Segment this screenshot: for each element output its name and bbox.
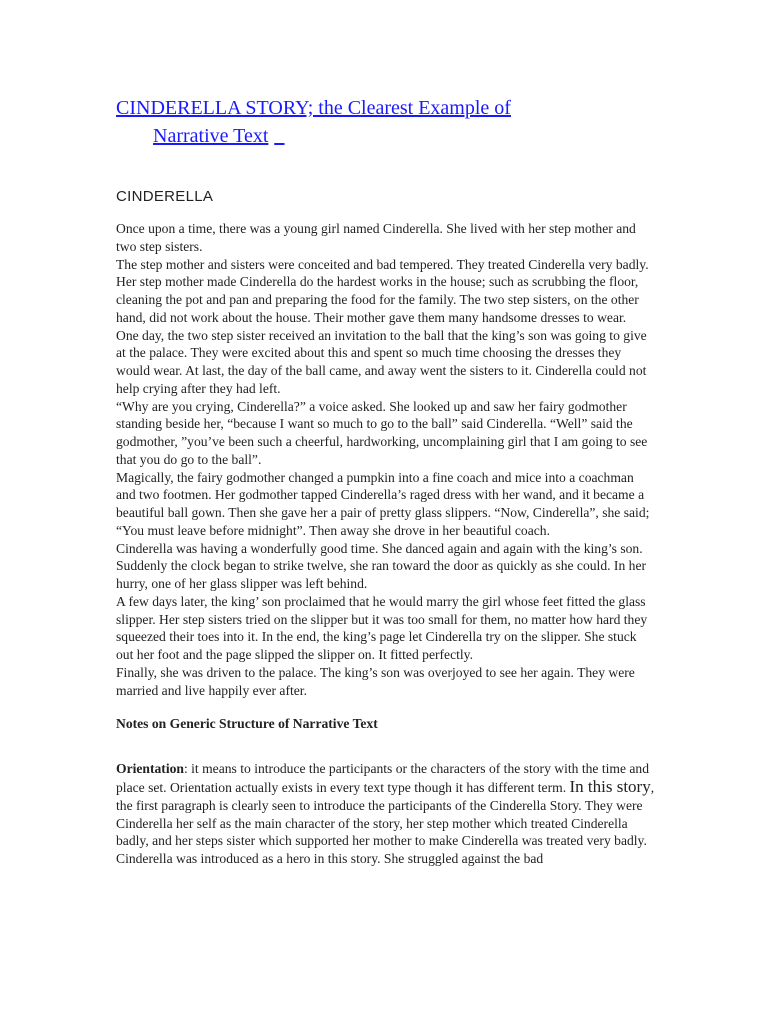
title-line-2-text: Narrative Text xyxy=(153,125,269,147)
document-title xyxy=(116,94,656,150)
orientation-text-1: : it means to introduce the participants or the characters of the story with the time and place set. Orientation actually exists in every text type though it has different term. xyxy=(116,761,650,795)
title-line-2 xyxy=(116,122,656,150)
story-paragraph-7: A few days later, the king’ son proclaimed that he would marry the girl whose feet fitted the glass slipper. Her step sisters tried on the slipper but it was too small for them, no matter how hard they squeezed their toes into it. In the end, the king’s page let Cinderella try on the slipper. She stuck out her foot and the page slipped the slipper on. It fitted perfectly. xyxy=(116,593,648,662)
orientation-term: Orientation xyxy=(116,761,184,777)
title-trailing-underscore: _ xyxy=(274,125,285,147)
story-paragraph-5: Magically, the fairy godmother changed a pumpkin into a fine coach and mice into a coachman and two footmen. Her godmother tapped Cinderella’s raged dress with her wand, and it became a beautiful ball gown. Then she gave her a pair of pretty glass slippers. “Now, Cinderella”, she said; “You must leave before midnight”. Then away she drove in her beautiful coach. xyxy=(116,469,650,538)
orientation-paragraph xyxy=(116,760,656,868)
story-paragraph-6: Cinderella was having a wonderfully good time. She danced again and again with the king’s son. Suddenly the clock began to strike twelve, she ran toward the door as quickly as she could. In her hurry, one of her glass slipper was left behind. xyxy=(116,540,647,591)
article xyxy=(116,94,656,868)
title-line-1: CINDERELLA STORY; the Clearest Example of xyxy=(116,97,511,119)
story-heading: CINDERELLA xyxy=(116,188,214,205)
story-paragraph-3: One day, the two step sister received an invitation to the ball that the king’s son was going to give at the palace. They were excited about this and spent so much time choosing the dresses they would wear. At last, the day of the ball came, and away went the sisters to it. Cinderella could not help crying after they had left. xyxy=(116,327,647,396)
story-paragraph-1: Once upon a time, there was a young girl named Cinderella. She lived with her step mother and two step sisters. xyxy=(116,221,636,254)
story-body xyxy=(116,220,656,699)
title-link[interactable] xyxy=(116,97,656,150)
story-paragraph-2: The step mother and sisters were conceited and bad tempered. They treated Cinderella very badly. Her step mother made Cinderella do the hardest works in the house; such as scrubbing the floor, cleaning the pot and pan and preparing the food for the family. The two step sisters, on the other hand, did not work about the house. Their mother gave them many handsome dresses to wear. xyxy=(116,256,649,325)
story-paragraph-4: “Why are you crying, Cinderella?” a voice asked. She looked up and saw her fairy godmother standing beside her, “because I want so much to go to the ball” said Cinderella. “Well” said the godmother, ”you’ve been such a cheerful, hardworking, uncomplaining girl that I am going to see that you do go to the ball”. xyxy=(116,398,648,467)
orientation-emphasis: In this story xyxy=(569,777,651,796)
notes-heading: Notes on Generic Structure of Narrative Text xyxy=(116,716,378,732)
story-paragraph-8: Finally, she was driven to the palace. The king’s son was overjoyed to see her again. They were married and live happily ever after. xyxy=(116,664,635,698)
orientation-text-2: , the first paragraph is clearly seen to introduce the participants of the Cinderella Story. They were Cinderella her self as the main character of the story, her step mother which treated Cinderella badly, and her steps sister which supported her mother to make Cinderella was treated very badly. Cinderella was introduced as a hero in this story. She struggled against the bad xyxy=(116,780,655,866)
